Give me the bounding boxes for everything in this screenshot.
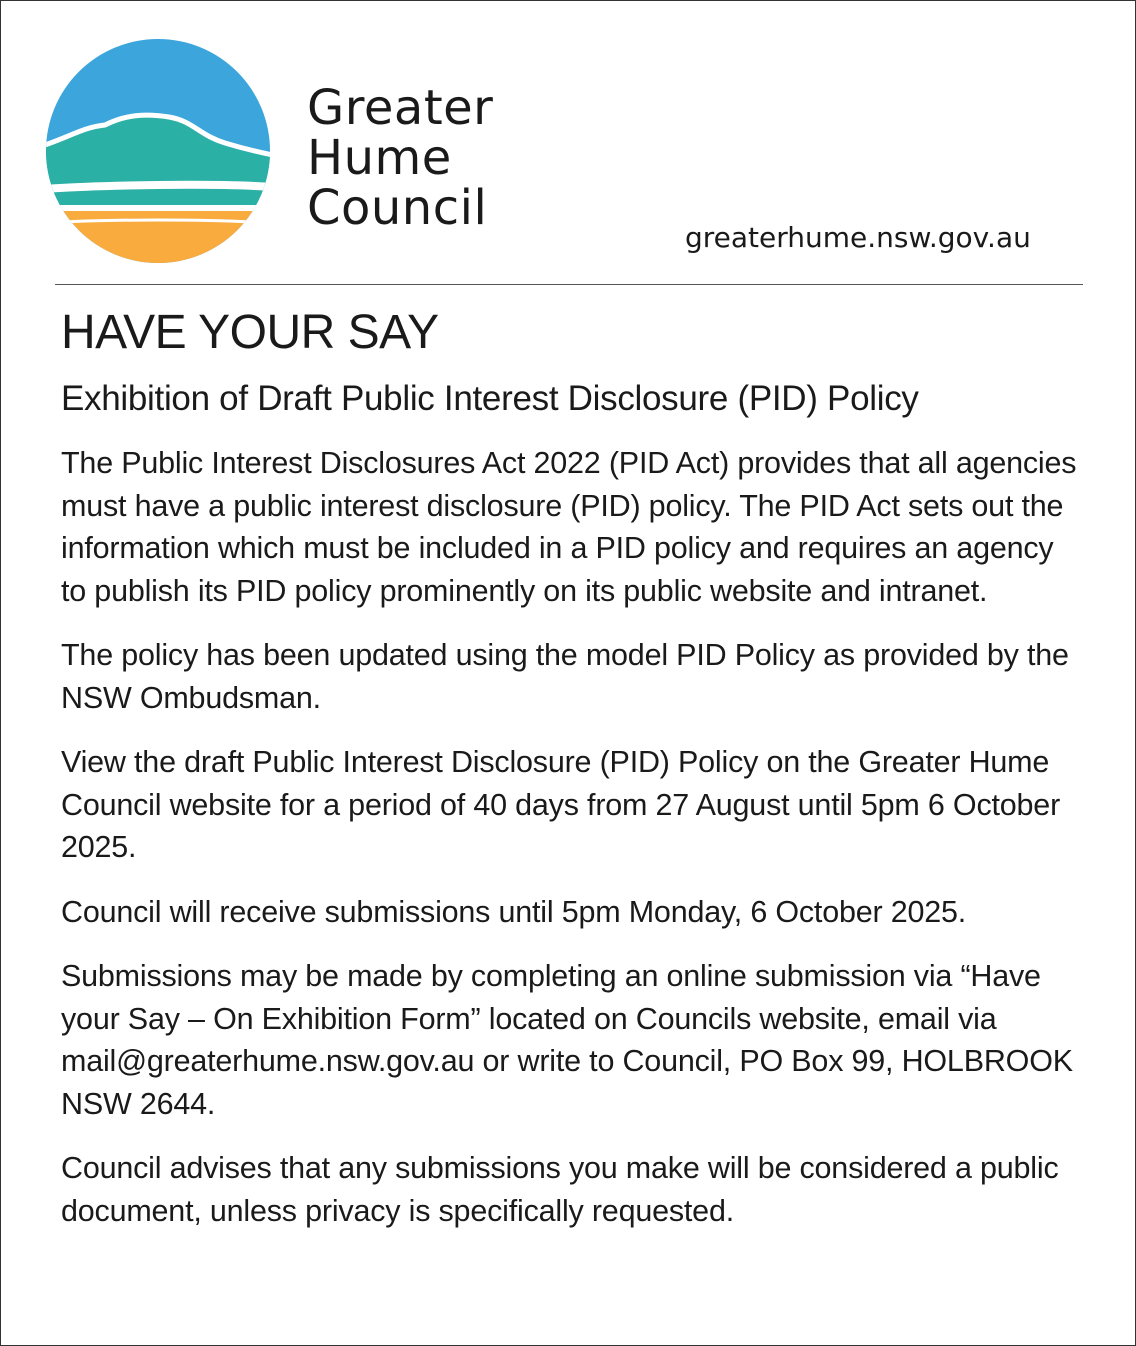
org-name-line-1: Greater bbox=[307, 80, 494, 136]
paragraph-view-draft: View the draft Public Interest Disclosure (PID) Policy on the Greater Hume Council website for a period of 40 days from 27 August until 5pm 6 October 2025. bbox=[61, 745, 1061, 864]
org-name-line-2: Hume bbox=[307, 130, 452, 186]
greater-hume-logo-icon bbox=[43, 37, 273, 265]
paragraph-privacy: Council advises that any submissions you make will be considered a public document, unless privacy is specifically requested. bbox=[61, 1151, 1059, 1228]
notice-body bbox=[61, 301, 1081, 1232]
paragraph-how-to-submit: Submissions may be made by completing an online submission via “Have your Say – On Exhibition Form” located on Councils website, email via mail@greaterhume.nsw.gov.au or write to Council, PO Box 99, HOLBROOK NSW 2644. bbox=[61, 959, 1073, 1121]
paragraph-submission-deadline: Council will receive submissions until 5pm Monday, 6 October 2025. bbox=[61, 894, 967, 929]
notice-subtitle: Exhibition of Draft Public Interest Disclosure (PID) Policy bbox=[61, 379, 919, 418]
header-divider bbox=[55, 284, 1083, 285]
org-name bbox=[307, 80, 494, 236]
page-title: HAVE YOUR SAY bbox=[61, 306, 439, 359]
org-name-line-3: Council bbox=[307, 180, 488, 236]
website-url[interactable]: greaterhume.nsw.gov.au bbox=[685, 221, 1031, 254]
paragraph-pid-act: The Public Interest Disclosures Act 2022 (PID Act) provides that all agencies must have a public interest disclosure (PID) policy. The PID Act sets out the information which must be included in a PID policy and requires an agency to publish its PID policy prominently on its public website and intranet. bbox=[61, 446, 1077, 608]
paragraph-model-policy: The policy has been updated using the model PID Policy as provided by the NSW Ombudsman. bbox=[61, 638, 1069, 715]
